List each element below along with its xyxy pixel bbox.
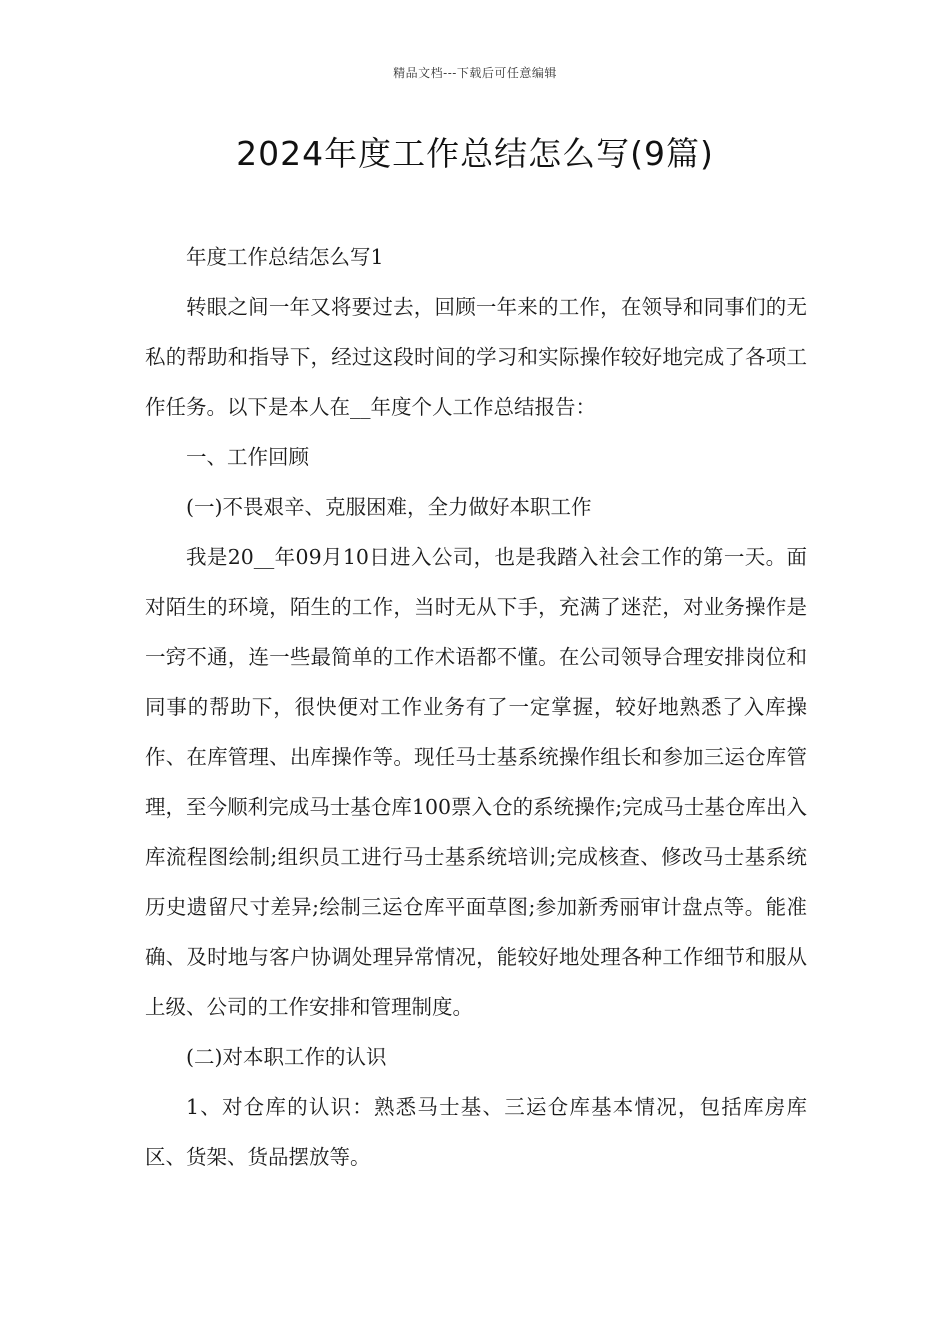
subsection-heading: (一)不畏艰辛、克服困难，全力做好本职工作 (186, 495, 592, 519)
paragraph: 转眼之间一年又将要过去，回顾一年来的工作，在领导和同事们的无私的帮助和指导下，经过这段时间的学习和实际操作较好地完成了各项工作任务。以下是本人在__年度个人工作总结报告： (145, 295, 807, 419)
paragraph: 我是20__年09月10日进入公司，也是我踏入社会工作的第一天。面对陌生的环境，陌生的工作，当时无从下手，充满了迷茫，对业务操作是一窍不通，连一些最简单的工作术语都不懂。在公司领导合理安排岗位和同事的帮助下，很快便对工作业务有了一定掌握，较好地熟悉了入库操作、在库管理、出库操作等。现任马士基系统操作组长和参加三运仓库管理，至今顺利完成马士基仓库100票入仓的系统操作;完成马士基仓库出入库流程图绘制;组织员工进行马士基系统培训;完成核查、修改马士基系统历史遗留尺寸差异;绘制三运仓库平面草图;参加新秀丽审计盘点等。能准确、及时地与客户协调处理异常情况，能较好地处理各种工作细节和服从上级、公司的工作安排和管理制度。 (145, 545, 807, 1019)
document-title: 2024年度工作总结怎么写(9篇) (236, 134, 714, 173)
document-body (145, 232, 807, 1182)
section-heading: 年度工作总结怎么写1 (186, 245, 384, 269)
subsection-heading: (二)对本职工作的认识 (186, 1045, 387, 1069)
paragraph: 1、对仓库的认识：熟悉马士基、三运仓库基本情况，包括库房库区、货架、货品摆放等。 (145, 1095, 807, 1169)
header-note: 精品文档---下载后可任意编辑 (393, 66, 557, 80)
section-heading: 一、工作回顾 (186, 445, 309, 469)
